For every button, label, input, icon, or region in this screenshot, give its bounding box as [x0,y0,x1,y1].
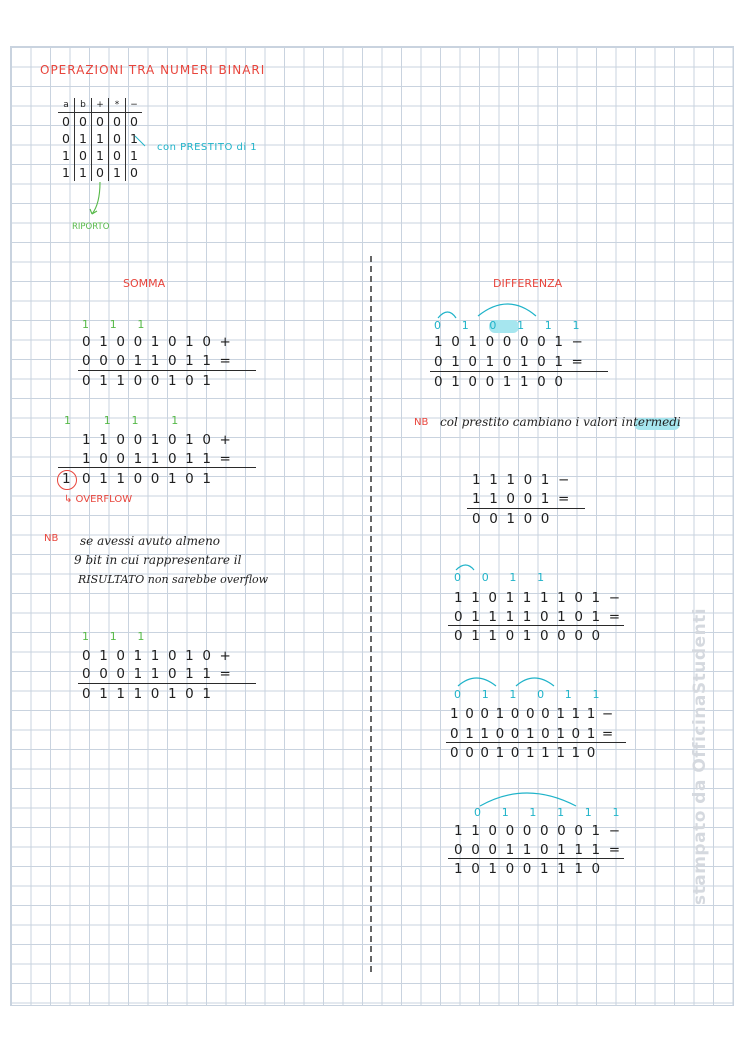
arrow-arc [478,304,536,316]
table-cell: 0 [109,113,126,131]
riporto-label: RIPORTO [72,222,110,232]
watermark: stampato da OfficinaStudenti [690,607,710,905]
arrow-arc [516,678,554,686]
diff-ex5-result: 101001110 [454,861,609,877]
somma-ex1-operand-b: 00011011= [82,353,240,369]
diff-ex2-operand-b: 11001= [472,491,578,507]
table-cell: 0 [92,164,109,181]
table-cell: 1 [126,130,143,147]
truth-header-minus: − [126,98,143,113]
table-cell: 1 [92,130,109,147]
somma-ex2-carry: 1 1 1 1 [64,414,187,427]
diff-ex3-operand-a: 110111101− [454,590,629,606]
truth-header-times: * [109,98,126,113]
somma-ex2-operand-a: 11001010+ [82,432,240,448]
diff-ex1-operand-b: 01010101= [434,354,592,370]
somma-ex3-carry: 1 1 1 [82,630,153,643]
diff-ex1-operand-a: 10100001− [434,334,592,350]
table-cell: 0 [62,131,70,146]
diff-ex1-result: 01001100 [434,374,572,390]
differenza-heading: DIFFERENZA [493,277,563,290]
table-cell: 1 [92,147,109,164]
table-cell: 0 [75,113,92,131]
diff-ex5-carry: 0 1 1 1 1 1 [474,806,629,819]
table-cell: 1 [62,165,70,180]
table-cell: 1 [62,148,70,163]
table-cell: 0 [109,147,126,164]
arrow-arc [456,565,474,570]
diff-ex4-result: 0001011110 [450,745,602,761]
somma-ex3-operand-b: 00011011= [82,666,240,682]
table-cell: 0 [126,113,143,131]
somma-nb-line1: se avessi avuto almeno [80,534,221,548]
table-cell: 0 [109,130,126,147]
table-cell: 0 [92,113,109,131]
prestito-tick [135,136,145,146]
somma-nb-line2: 9 bit in cui rappresentare il [74,553,242,567]
truth-header-b: b [75,98,92,113]
riporto-arrow [92,182,100,214]
arrow-arc [458,678,496,686]
table-cell: 1 [75,164,92,181]
somma-ex2-result: 01100101 [82,471,220,487]
table-cell: 0 [62,114,70,129]
table-cell: 1 [109,164,126,181]
diff-ex4-carry: 0 1 1 0 1 1 [454,688,609,701]
diff-ex3-carry: 0 0 1 1 [454,571,553,584]
diff-ex1-carry: 0 1 0 1 1 1 [434,319,589,332]
truth-header-plus: + [92,98,109,113]
somma-ex1-operand-a: 01001010+ [82,334,240,350]
diff-nb-text: col prestito cambiano i valori intermedi [440,415,681,429]
page-title: OPERAZIONI TRA NUMERI BINARI [40,63,266,77]
somma-ex3-operand-a: 01011010+ [82,648,240,664]
somma-ex1-result: 01100101 [82,373,220,389]
diff-ex4-operand-a: 1001000111− [450,706,620,722]
somma-ex2-operand-b: 10011011= [82,451,240,467]
diff-nb-label: NB [414,417,429,428]
diff-ex3-operand-b: 011110101= [454,609,629,625]
somma-heading: SOMMA [123,277,166,290]
table-cell: 1 [126,147,143,164]
overflow-digit: 1 [62,471,80,487]
diff-ex5-operand-b: 000110111= [454,842,629,858]
table-cell: 0 [75,147,92,164]
diff-ex2-result: 00100 [472,511,558,527]
somma-ex3-result: 01110101 [82,686,220,702]
truth-header-a: a [58,98,75,113]
diff-ex4-operand-b: 0110010101= [450,726,620,742]
somma-ex1-carry: 1 1 1 [82,318,153,331]
diff-ex2-operand-a: 11101− [472,472,578,488]
table-cell: 0 [126,164,143,181]
overflow-label: ↳ OVERFLOW [64,494,133,505]
arrow-arc [438,312,456,318]
diff-ex5-operand-a: 110000001− [454,823,629,839]
prestito-note: con PRESTITO di 1 [157,142,258,153]
arrow-arc [480,793,576,806]
somma-nb-line3: RISULTATO non sarebbe overflow [78,573,269,586]
table-cell: 1 [75,130,92,147]
somma-nb-label: NB [44,533,59,544]
diff-ex3-result: 011010000 [454,628,609,644]
